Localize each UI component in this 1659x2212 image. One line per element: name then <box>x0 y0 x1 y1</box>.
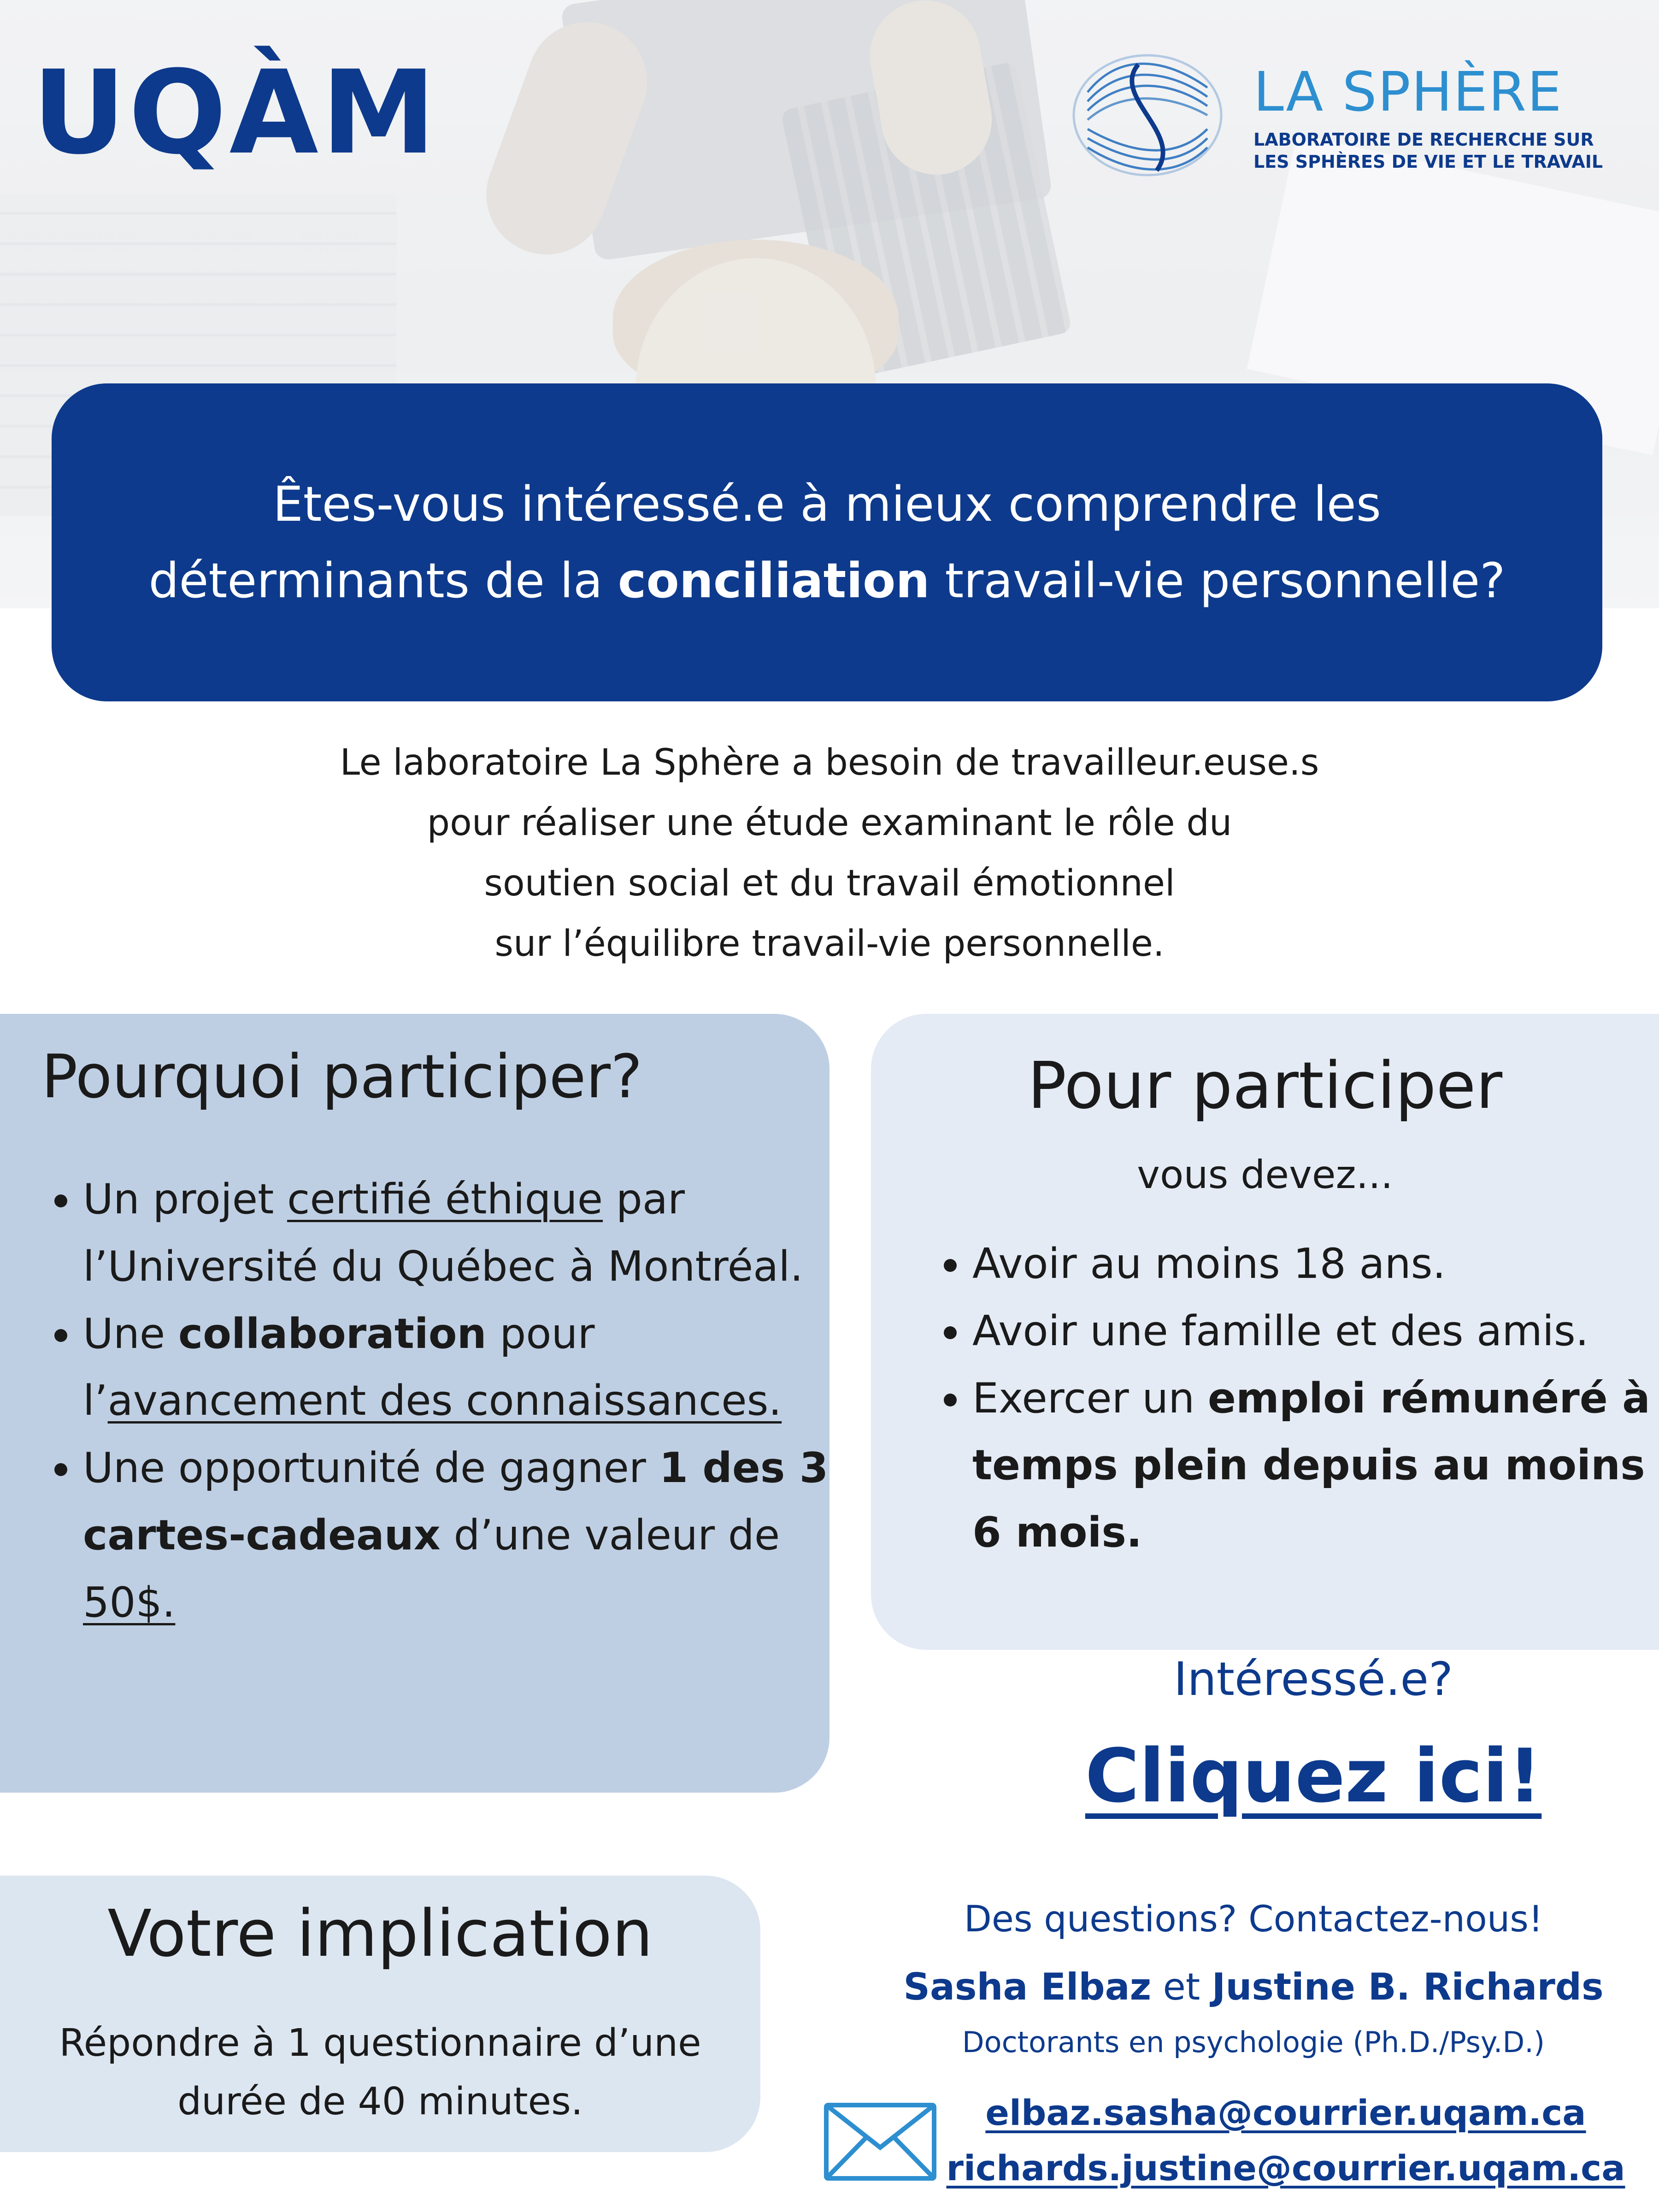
why-list <box>41 1166 843 1636</box>
la-sphere-subtitle: LABORATOIRE DE RECHERCHE SUR LES SPHÈRES DE VIE ET LE TRAVAIL <box>1253 129 1603 172</box>
why-title: Pourquoi participer? <box>41 1041 642 1112</box>
requirements-card <box>871 1014 1659 1650</box>
email-link-sasha[interactable]: elbaz.sasha@courrier.uqam.ca <box>985 2092 1586 2133</box>
mail-icon <box>823 2101 938 2182</box>
requirement-age: • Avoir au moins 18 ans. <box>972 1230 1659 1298</box>
involvement-text: Répondre à 1 questionnaire d’une durée de 40 minutes. <box>59 2021 701 2124</box>
requirements-list <box>935 1230 1659 1566</box>
la-sphere-logo-mark <box>1069 37 1226 194</box>
why-participate-card <box>0 1014 830 1793</box>
email-link-justine[interactable]: richards.justine@courrier.uqam.ca <box>946 2147 1625 2188</box>
headline-banner <box>52 383 1602 701</box>
requirements-title: Pour participer <box>1027 1048 1503 1124</box>
requirement-family: • Avoir une famille et des amis. <box>972 1298 1659 1365</box>
requirements-subtitle: vous devez... <box>1137 1152 1393 1197</box>
contact-names: Sasha Elbaz et Justine B. Richards <box>903 1965 1604 2008</box>
intro-paragraph: Le laboratoire La Sphère a besoin de travailleur.euse.s pour réaliser une étude examinant le rôle du soutien social et du travail émotionnel sur l’équilibre travail-vie personnelle. <box>340 742 1319 965</box>
why-item-collaboration: • Une collaboration pour l’avancement des connaissances. <box>83 1300 843 1435</box>
la-sphere-name: LA SPHÈRE <box>1253 60 1563 124</box>
contact-role: Doctorants en psychologie (Ph.D./Psy.D.) <box>962 2025 1545 2059</box>
contact-heading: Des questions? Contactez-nous! <box>964 1899 1543 1940</box>
why-item-gift-cards: • Une opportunité de gagner 1 des 3 cartes-cadeaux d’une valeur de 50$. <box>83 1435 843 1636</box>
why-item-ethics: • Un projet certifié éthique par l’Université du Québec à Montréal. <box>83 1166 843 1300</box>
uqam-logo: UQÀM <box>32 46 439 180</box>
cta-question: Intéressé.e? <box>1173 1652 1453 1706</box>
headline-text: Êtes-vous intéressé.e à mieux comprendre les déterminants de la conciliation travail-vie personnelle? <box>148 476 1506 609</box>
requirement-employment: • Exercer un emploi rémunéré à temps plein depuis au moins 6 mois. <box>972 1365 1659 1566</box>
involvement-title: Votre implication <box>107 1896 653 1971</box>
click-here-link[interactable]: Cliquez ici! <box>1085 1733 1542 1819</box>
involvement-card <box>0 1876 760 2152</box>
